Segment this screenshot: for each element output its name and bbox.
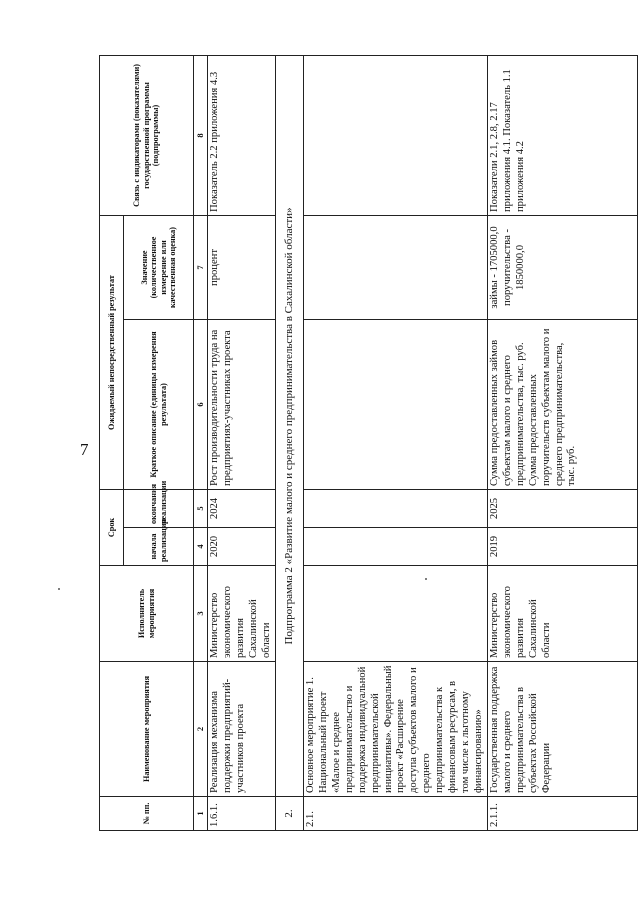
- scan-speck: [58, 588, 60, 590]
- column-number: 6: [194, 320, 208, 490]
- row-desc: [304, 320, 488, 490]
- measures-table: [99, 55, 638, 831]
- row-end: 2024: [208, 490, 276, 528]
- row-link: Показатели 2.1, 2.8, 2.17 приложения 4.1. Показатель 1.1 приложения 4.2: [487, 55, 637, 215]
- row-link: [304, 55, 488, 215]
- row-executor: [304, 566, 488, 662]
- column-number: 2: [194, 662, 208, 797]
- subprogram-title: Подпрограмма 2 «Развитие малого и среднего предпринимательства в Сахалинской области»: [276, 55, 304, 796]
- subprogram-no: 2.: [276, 797, 304, 831]
- header-start: начала реализации: [124, 528, 194, 566]
- row-executor: Министерство экономического развития Сахалинской области: [208, 566, 276, 662]
- header-executor: Исполнитель мероприятия: [100, 566, 194, 662]
- header-no: № пп.: [100, 797, 194, 831]
- table-row: [208, 55, 276, 830]
- row-end: 2025: [487, 490, 637, 528]
- row-start: 2019: [487, 528, 637, 566]
- page-number: 7: [80, 440, 89, 459]
- row-start: 2020: [208, 528, 276, 566]
- row-end: [304, 490, 488, 528]
- scan-speck: [425, 578, 427, 580]
- row-link: Показатель 2.2 приложения 4.3: [208, 55, 276, 215]
- row-start: [304, 528, 488, 566]
- row-name: Государственная поддержка малого и среднего предпринимательства в субъектах Российской Федерации: [487, 662, 637, 797]
- column-number: 4: [194, 528, 208, 566]
- header-end: окончания реализации: [124, 490, 194, 528]
- column-number: 1: [194, 797, 208, 831]
- header-term: Срок: [100, 490, 124, 566]
- column-number-row: [194, 55, 208, 830]
- header-name: Наименование мероприятия: [100, 662, 194, 797]
- table-row: [304, 55, 488, 830]
- row-desc: Рост производительности труда на предприятиях-участниках проекта: [208, 320, 276, 490]
- row-value: процент: [208, 215, 276, 319]
- rotated-table-container: [99, 56, 639, 831]
- row-executor: Министерство экономического развития Сахалинской области: [487, 566, 637, 662]
- header-expected: Ожидаемый непосредственный результат: [100, 215, 124, 489]
- row-value: [304, 215, 488, 319]
- column-number: 7: [194, 215, 208, 319]
- row-value: займы - 1705000,0 поручительства - 1850000,0: [487, 215, 637, 319]
- table-row: [487, 55, 637, 830]
- column-number: 5: [194, 490, 208, 528]
- header-link: Связь с индикаторами (показателями) государственной программы (подпрограммы): [100, 55, 194, 215]
- row-name: Основное мероприятие 1. Национальный проект «Малое и среднее предпринимательство и поддержка индивидуальной предпринимательской инициативы». Федеральный проект «Расширение доступа субъектов малого и среднего предпринимательства к финансовым ресурсам, в том числе к льготному финансированию»: [304, 662, 488, 797]
- row-no: 1.6.1.: [208, 797, 276, 831]
- row-no: 2.1.: [304, 797, 488, 831]
- row-name: Реализация механизма поддержки предприятий-участников проекта: [208, 662, 276, 797]
- header-value: Значение (количественное измерение или качественная оценка): [124, 215, 194, 319]
- row-desc: Сумма предоставленных займов субъектам малого и среднего предпринимательства, тыс. руб. Сумма предоставленных поручительств субъектам малого и среднего предпринимательства, тыс. руб.: [487, 320, 637, 490]
- row-no: 2.1.1.: [487, 797, 637, 831]
- header-desc: Краткое описание (единицы измерения результата): [124, 320, 194, 490]
- column-number: 8: [194, 55, 208, 215]
- subprogram-row: [276, 55, 304, 830]
- column-number: 3: [194, 566, 208, 662]
